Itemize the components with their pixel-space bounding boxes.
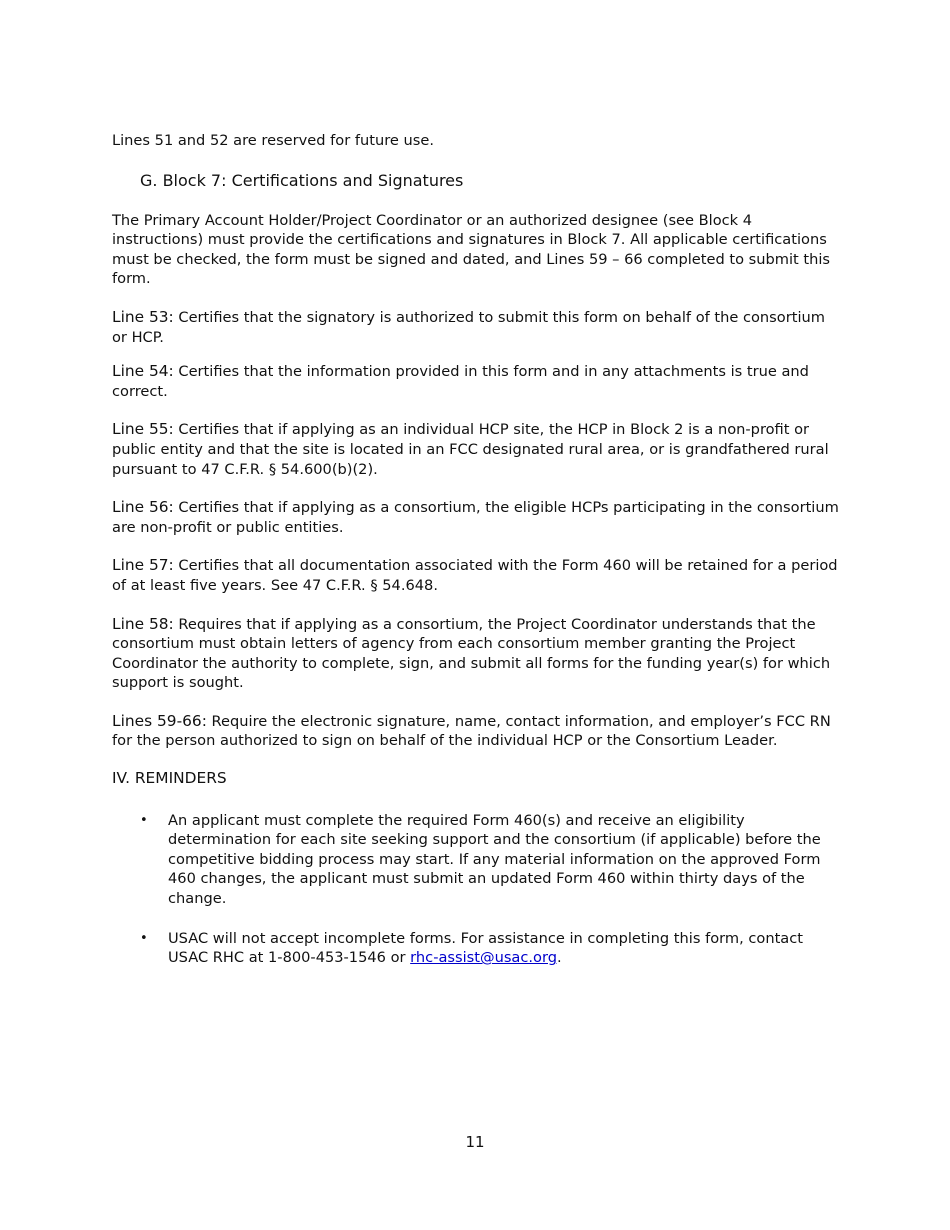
line-56-paragraph [112,498,842,537]
reminders-list [112,811,842,968]
line-55-paragraph [112,420,842,479]
line-54-label: Line 54: [112,362,174,381]
reminders-heading: IV. REMINDERS [112,769,227,788]
reminder-text: USAC will not accept incomplete forms. For assistance in completing this form, contact USAC RHC at 1-800-453-1546 or [168,929,803,967]
line-58-paragraph [112,615,842,693]
reminder-item [112,811,842,909]
lines-59-66-paragraph [112,712,842,751]
reminder-end: . [556,949,562,967]
document-page [112,131,842,988]
line-53-text: Certifies that the signatory is authorized to submit this form on behalf of the consortium or HCP. [112,308,825,346]
line-53-label: Line 53: [112,307,174,326]
lines-51-52-note: Lines 51 and 52 are reserved for future use. [112,132,434,149]
bullet-icon: • [140,930,148,946]
line-55-label: Line 55: [112,420,174,439]
bullet-icon: • [140,812,148,828]
lines-59-66-label: Lines 59-66: [112,711,207,730]
line-54-text: Certifies that the information provided in this form and in any attachments is true and correct. [112,363,809,400]
line-58-label: Line 58: [112,614,174,633]
block7-heading: G. Block 7: Certifications and Signatures [140,170,464,190]
page-number: 11 [465,1133,485,1151]
line-57-text: Certifies that all documentation associated with the Form 460 will be retained for a period of at least five years. See 47 C.F.R. § 54.648. [112,557,838,594]
line-53-paragraph [112,308,842,347]
line-55-text: Certifies that if applying as an individual HCP site, the HCP in Block 2 is a non-profit or public entity and that the site is located in an FCC designated rural area, or is grandfathered rural pursuant to 47 C.F.R. § 54.600(b)(2). [112,421,829,478]
line-57-paragraph [112,556,842,595]
line-57-label: Line 57: [112,556,174,575]
line-56-label: Line 56: [112,498,174,517]
block7-intro: The Primary Account Holder/Project Coordinator or an authorized designee (see Block 4 instructions) must provide the certifications and signatures in Block 7. All applicable certifications must be checked, the form must be signed and dated, and Lines 59 – 66 completed to submit this form. [112,211,831,288]
reminder-item [112,929,842,968]
rhc-assist-email-link[interactable]: rhc-assist@usac.org [410,949,557,967]
line-54-paragraph [112,362,842,401]
line-58-text: Requires that if applying as a consortium, the Project Coordinator understands that the consortium must obtain letters of agency from each consortium member granting the Project Coordinator the authority to complete, sign, and submit all forms for the funding year(s) for which support is sought. [112,615,831,692]
lines-59-66-text: Require the electronic signature, name, contact information, and employer’s FCC RN for the person authorized to sign on behalf of the individual HCP or the Consortium Leader. [112,712,831,750]
line-56-text: Certifies that if applying as a consortium, the eligible HCPs participating in the consortium are non-profit or public entities. [112,499,839,536]
reminder-text: An applicant must complete the required Form 460(s) and receive an eligibility determination for each site seeking support and the consortium (if applicable) before the competitive bidding process may start. If any material information on the approved Form 460 changes, the applicant must submit an updated Form 460 within thirty days of the change. [168,811,821,908]
